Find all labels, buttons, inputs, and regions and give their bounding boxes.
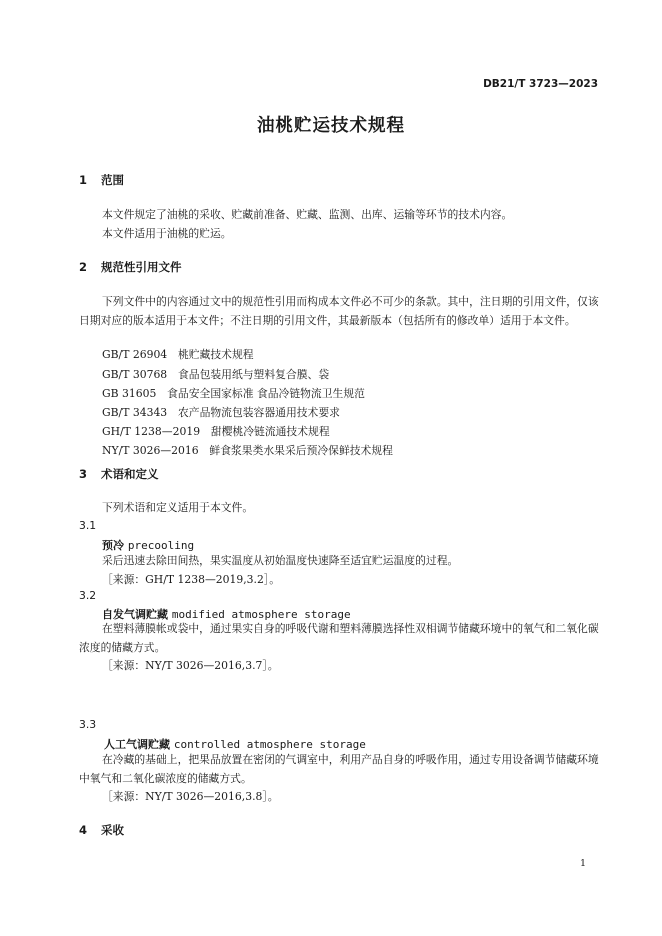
section-1-paragraph-2: 本文件适用于油桃的贮运。	[102, 227, 232, 240]
term-definition: 采后迅速去除田间热，果实温度从初始温度快速降至适宜贮运温度的过程。	[102, 554, 459, 567]
reference-item: GB 31605 食品安全国家标准 食品冷链物流卫生规范	[102, 387, 365, 400]
term-number: 3.1	[79, 519, 97, 532]
reference-item: GB/T 26904 桃贮藏技术规程	[102, 348, 254, 361]
section-2-number: 2	[79, 260, 88, 274]
section-3-intro: 下列术语和定义适用于本文件。	[102, 501, 254, 514]
page-number: 1	[580, 858, 587, 869]
term-english: controlled atmosphere storage	[173, 738, 366, 751]
term-definition: 在塑料薄膜帐或袋中，通过果实自身的呼吸代谢和塑料薄膜选择性双相调节储藏环境中的氧气和二氧化碳浓度的储藏方式。	[79, 622, 599, 654]
reference-item: GH/T 1238—2019 甜樱桃冷链流通技术规程	[102, 425, 330, 438]
section-4-title: 采收	[101, 823, 124, 837]
section-1-title: 范围	[101, 173, 124, 187]
section-4-number: 4	[79, 823, 88, 837]
term-chinese: 预冷	[102, 539, 124, 552]
section-1-number: 1	[79, 173, 88, 187]
term-number: 3.3	[79, 718, 97, 731]
term-english: precooling	[127, 539, 195, 552]
standard-code: DB21/T 3723—2023	[483, 78, 598, 90]
term-chinese: 人工气调贮藏	[104, 738, 170, 751]
section-2-intro: 下列文件中的内容通过文中的规范性引用而构成本文件必不可少的条款。其中，注日期的引用文件，仅该日期对应的版本适用于本文件；不注日期的引用文件，其最新版本（包括所有的修改单）适用于本文件。	[79, 295, 599, 327]
term-definition: 在冷藏的基础上，把果品放置在密闭的气调室中，利用产品自身的呼吸作用，通过专用设备调节储藏环境中氧气和二氧化碳浓度的储藏方式。	[79, 753, 599, 785]
term-english: modified atmosphere storage	[171, 608, 351, 621]
reference-item: GB/T 30768 食品包装用纸与塑料复合膜、袋	[102, 368, 330, 381]
section-3-heading	[79, 466, 159, 482]
term-source: ［来源：GH/T 1238—2019,3.2］。	[102, 573, 281, 586]
section-1-paragraph-1: 本文件规定了油桃的采收、贮藏前准备、贮藏、监测、出库、运输等环节的技术内容。	[102, 208, 513, 221]
term-source: ［来源：NY/T 3026—2016,3.7］。	[102, 659, 279, 672]
term-number: 3.2	[79, 589, 97, 602]
reference-item: GB/T 34343 农产品物流包装容器通用技术要求	[102, 406, 340, 419]
section-4-heading	[79, 822, 124, 838]
section-1-heading	[79, 172, 124, 188]
section-3-title: 术语和定义	[101, 467, 159, 481]
term-source: ［来源：NY/T 3026—2016,3.8］。	[102, 790, 279, 803]
term-chinese: 自发气调贮藏	[102, 608, 168, 621]
section-2-heading	[79, 259, 182, 275]
section-3-number: 3	[79, 467, 88, 481]
reference-item: NY/T 3026—2016 鲜食浆果类水果采后预冷保鲜技术规程	[102, 444, 393, 457]
document-title: 油桃贮运技术规程	[257, 116, 405, 136]
section-2-title: 规范性引用文件	[101, 260, 182, 274]
